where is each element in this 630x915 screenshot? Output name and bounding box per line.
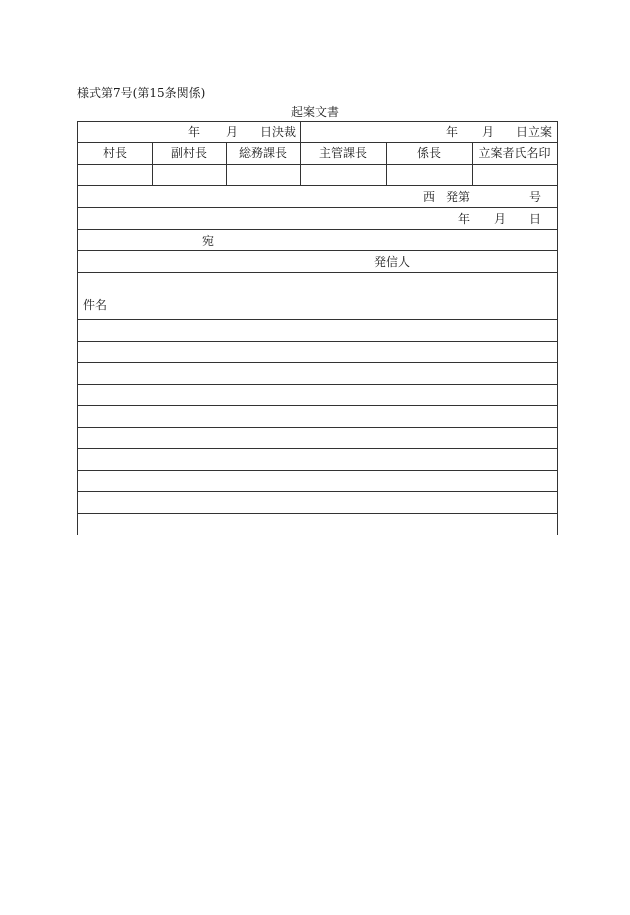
role-responsible-section-chief: 主管課長 — [318, 146, 367, 160]
body-line[interactable] — [78, 405, 557, 427]
document-title: 起案文書 — [290, 105, 339, 119]
issue-label: 発第 — [446, 190, 471, 204]
approver-seal-row — [78, 164, 557, 185]
addressee-label: 宛 — [202, 234, 215, 248]
date-row — [78, 121, 557, 142]
sender-label: 発信人 — [374, 255, 411, 269]
body-line[interactable] — [78, 427, 557, 448]
body-line[interactable] — [78, 513, 557, 535]
seal-box-general-affairs-chief[interactable] — [226, 165, 300, 186]
form-number: 様式第7号(第15条関係) — [77, 86, 206, 100]
sender-row — [78, 250, 557, 272]
draft-day-label: 日立案 — [516, 125, 553, 139]
seal-box-deputy-village-head[interactable] — [152, 165, 226, 186]
body-line[interactable] — [78, 470, 557, 491]
seal-box-subsection-chief[interactable] — [386, 165, 472, 186]
issue-month-label: 月 — [494, 212, 507, 226]
subject-row — [78, 272, 557, 319]
role-deputy-village-head: 副村長 — [170, 146, 207, 160]
seal-box-village-head[interactable] — [78, 165, 152, 186]
body-line[interactable] — [78, 362, 557, 384]
draft-document-form — [77, 121, 558, 535]
issue-day-label: 日 — [529, 212, 542, 226]
role-drafter-name-seal: 立案者氏名印 — [478, 146, 551, 160]
date-divider — [300, 122, 301, 143]
body-line[interactable] — [78, 319, 557, 341]
issue-number-row — [78, 185, 557, 207]
subject-label: 件名 — [83, 298, 108, 312]
issuing-office-label: 西 — [423, 190, 436, 204]
issue-year-label: 年 — [458, 212, 471, 226]
seal-box-responsible-section-chief[interactable] — [300, 165, 386, 186]
role-village-head: 村長 — [102, 146, 127, 160]
body-line[interactable] — [78, 341, 557, 362]
addressee-row — [78, 229, 557, 250]
issue-date-row — [78, 207, 557, 229]
body-line[interactable] — [78, 384, 557, 405]
decision-month-label: 月 — [226, 125, 239, 139]
role-general-affairs-chief: 総務課長 — [238, 146, 287, 160]
approver-role-row — [78, 142, 557, 164]
body-line[interactable] — [78, 491, 557, 513]
role-subsection-chief: 係長 — [416, 146, 441, 160]
issue-number-suffix: 号 — [529, 190, 542, 204]
decision-day-label: 日決裁 — [260, 125, 297, 139]
seal-box-drafter[interactable] — [472, 165, 557, 186]
body-line[interactable] — [78, 448, 557, 470]
draft-month-label: 月 — [482, 125, 495, 139]
decision-year-label: 年 — [188, 125, 201, 139]
draft-year-label: 年 — [446, 125, 459, 139]
